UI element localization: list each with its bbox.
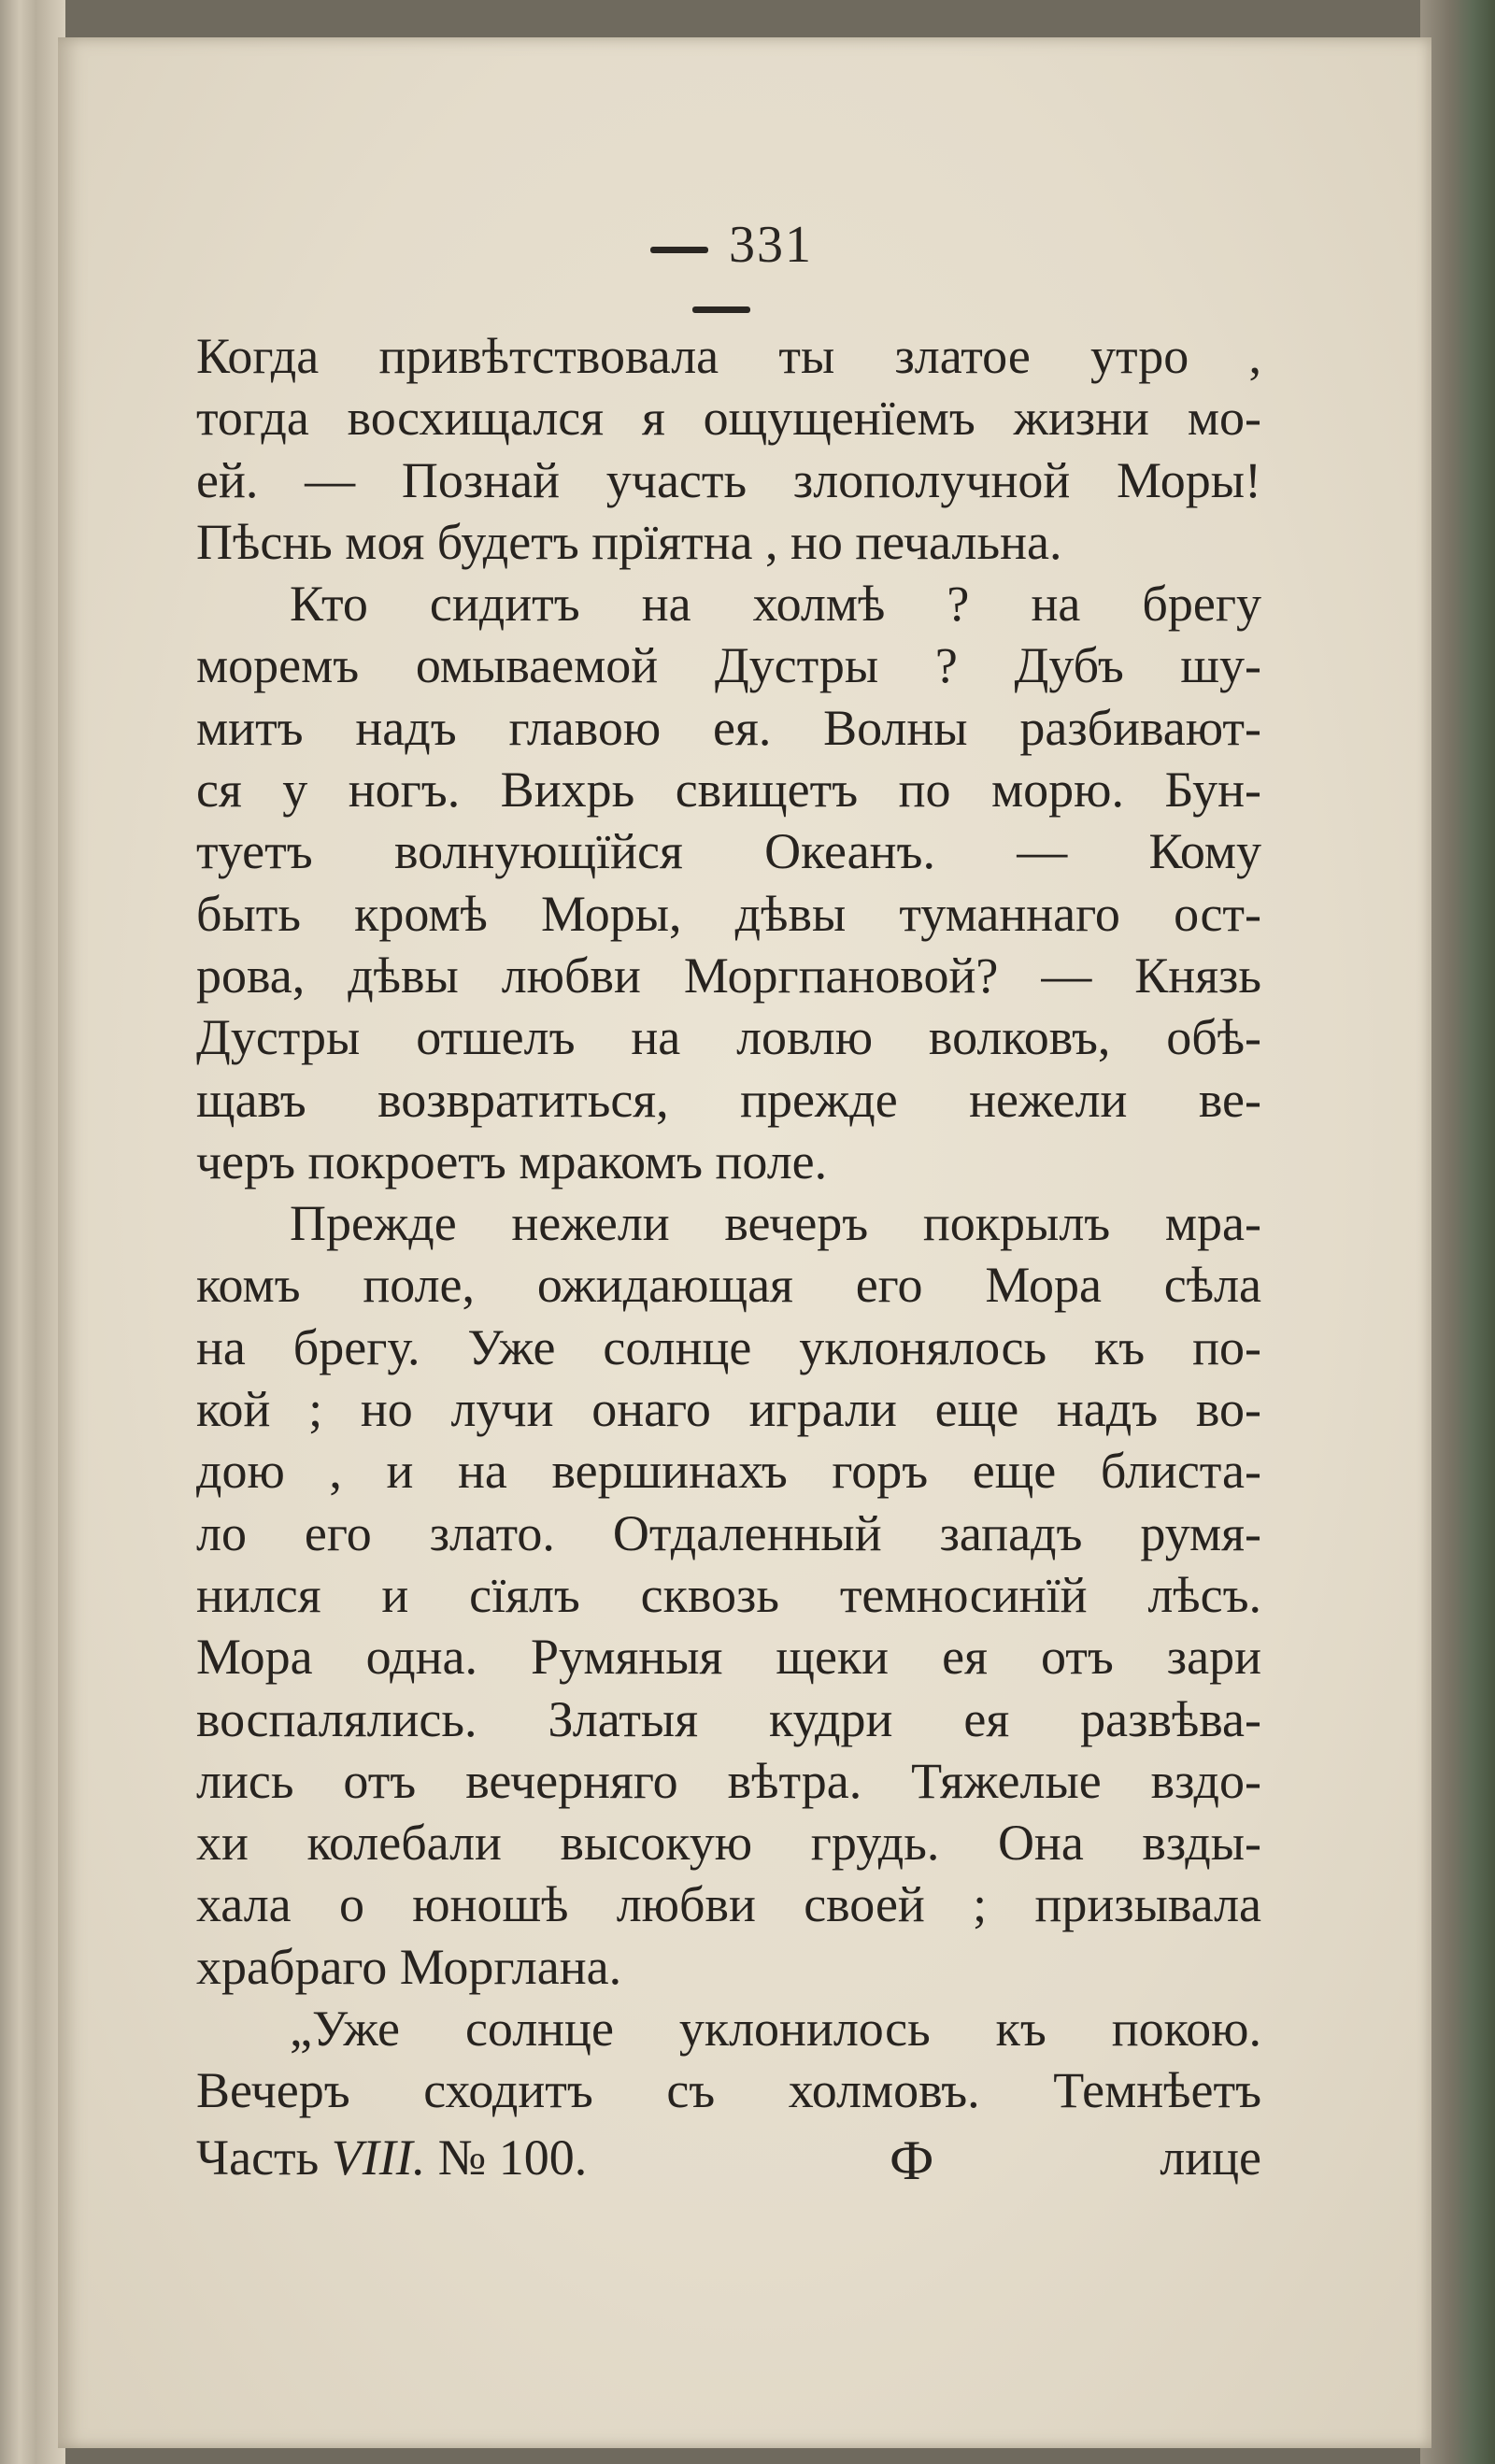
header-dash-right	[692, 306, 750, 313]
text-line: Прежде нежели вечеръ покрылъ мра-	[290, 1195, 1261, 1252]
text-line: дою , и на вершинахъ горъ еще блиста-	[196, 1443, 1261, 1500]
part-number: VIII.	[331, 2129, 426, 2186]
text-line: Мора одна. Румяныя щеки ея отъ зари	[196, 1629, 1261, 1686]
signature-line	[196, 2129, 587, 2186]
text-line: щавъ возвратиться, прежде нежели ве-	[196, 1071, 1261, 1128]
text-line: Когда привѣтствовала ты златое утро ,	[196, 328, 1261, 384]
text-line: Пѣснь моя будетъ прїятна , но печальна.	[196, 513, 1062, 570]
sheet-signature-mark: Ф	[890, 2129, 934, 2191]
page-number: 331	[729, 216, 813, 274]
text-line: кой ; но лучи онаго играли еще надъ во-	[196, 1381, 1261, 1438]
text-line: лись отъ вечерняго вѣтра. Тяжелые вздо-	[196, 1752, 1261, 1809]
text-line: нился и сїялъ сквозь темносинїй лѣсъ.	[196, 1566, 1261, 1623]
text-line: „Уже солнце уклонилось къ покою.	[290, 2001, 1261, 2058]
text-line: ся у ногъ. Вихрь свищетъ по морю. Бун-	[196, 762, 1261, 819]
text-line: воспалялись. Златыя кудри ея развѣва-	[196, 1690, 1261, 1747]
text-line: хала о юношѣ любви своей ; призывала	[196, 1876, 1261, 1933]
book-cover-edge	[1420, 0, 1495, 2464]
text-line: Кто сидитъ на холмѣ ? на брегу	[290, 576, 1261, 633]
text-line: рова, дѣвы любви Моргпановой? — Князь	[196, 947, 1261, 1004]
issue-number: № 100.	[437, 2129, 588, 2186]
book-binding-edge	[0, 0, 65, 2464]
text-line: хи колебали высокую грудь. Она взды-	[196, 1815, 1261, 1872]
header-dash-left	[650, 247, 708, 253]
text-line: черъ покроетъ мракомъ поле.	[196, 1132, 828, 1189]
text-line: туетъ волнующїйся Океанъ. — Кому	[196, 823, 1261, 880]
text-line: ло его злато. Отдаленный западъ румя-	[196, 1504, 1261, 1561]
text-line: Вечеръ сходитъ съ холмовъ. Темнѣетъ	[196, 2062, 1261, 2119]
text-line: храбраго Морглана.	[196, 1938, 622, 1995]
text-line: комъ поле, ожидающая его Мора сѣла	[196, 1257, 1261, 1314]
text-line: митъ надъ главою ея. Волны разбивают-	[196, 699, 1261, 756]
page-footer	[196, 2129, 1261, 2190]
text-line: моремъ омываемой Дустры ? Дубъ шу-	[196, 637, 1261, 694]
body-text	[196, 325, 1261, 2122]
signature-prefix: Часть	[196, 2129, 320, 2186]
text-line: на брегу. Уже солнце уклонялось къ по-	[196, 1318, 1261, 1375]
text-line: быть кромѣ Моры, дѣвы туманнаго ост-	[196, 885, 1261, 942]
text-line: тогда восхищался я ощущенїемъ жизни мо-	[196, 390, 1261, 447]
text-line: ей. — Познай участь злополучной Моры!	[196, 451, 1261, 508]
catchword: лице	[1160, 2129, 1261, 2186]
text-line: Дустры отшелъ на ловлю волковъ, обѣ-	[196, 1009, 1261, 1066]
book-page	[58, 37, 1431, 2448]
page-number-header	[581, 215, 861, 335]
